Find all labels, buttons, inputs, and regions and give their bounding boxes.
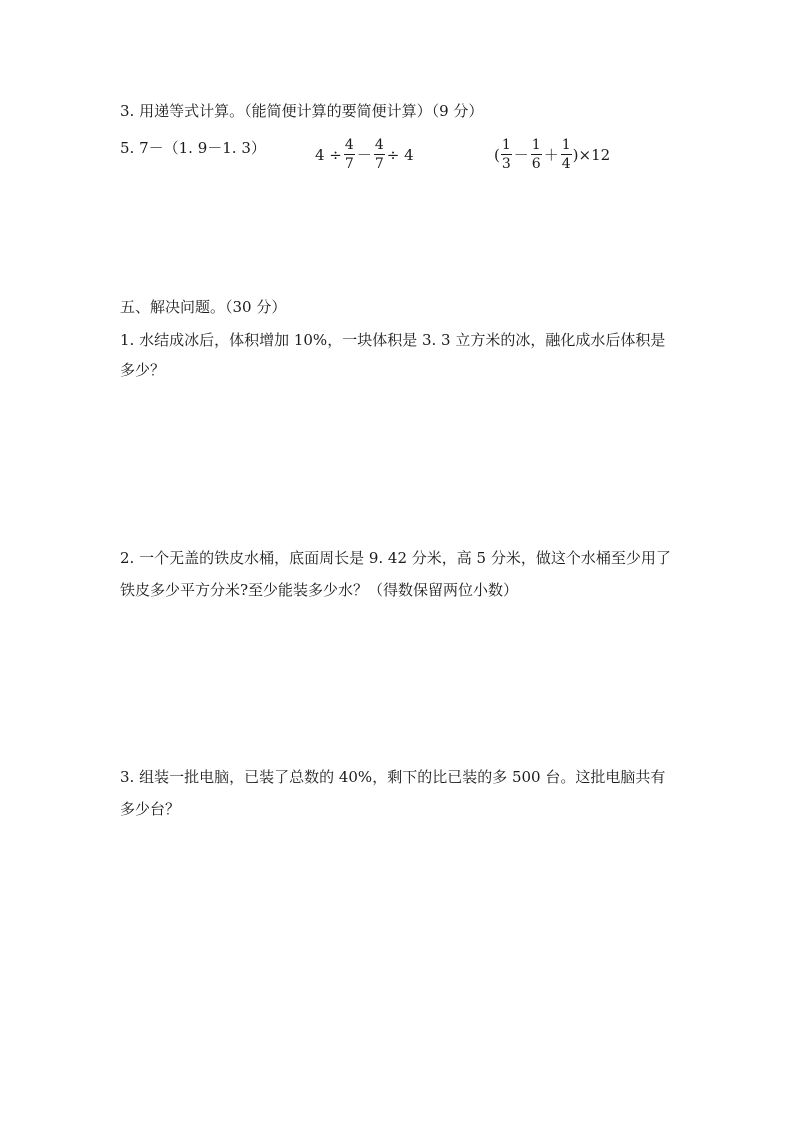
denominator: 4 [561,156,571,172]
section5-heading: 五、解决问题。（30 分） [120,298,287,316]
denominator: 3 [501,156,511,172]
fraction [561,137,572,172]
fraction [344,137,355,172]
expr2-tail: ÷ 4 [386,145,414,164]
fraction [501,137,512,172]
expression-1 [120,138,266,158]
denominator: 7 [374,156,384,172]
numerator: 4 [344,137,354,153]
open-paren: ( [494,145,500,164]
expression-3 [494,137,610,172]
fraction [374,137,385,172]
numerator: 1 [531,137,541,153]
question-3-line-1: 3. 组装一批电脑，已装了总数的 40%，剩下的比已装的多 500 台。这批电脑共有 [120,768,666,786]
section3-heading: 3. 用递等式计算。（能简便计算的要简便计算）（9 分） [120,102,484,120]
question-2-line-2: 铁皮多少平方分米?至少能装多少水？（得数保留两位小数） [120,581,519,599]
question-2-line-1: 2. 一个无盖的铁皮水桶，底面周长是 9. 42 分米，高 5 分米，做这个水桶至少用了 [120,549,671,567]
denominator: 7 [344,156,354,172]
fraction [531,137,542,172]
numerator: 1 [501,137,511,153]
expression-2 [314,137,415,172]
minus-sign: － [356,145,372,164]
denominator: 6 [531,156,541,172]
minus-sign: － [513,145,529,164]
numerator: 4 [374,137,384,153]
question-1-line-2: 多少？ [120,361,166,379]
expr3-tail: )×12 [572,145,611,164]
question-3-line-2: 多少台？ [120,800,181,818]
expression-1-text: 5. 7－（1. 9－1. 3） [120,139,266,157]
question-1-line-1: 1. 水结成冰后，体积增加 10%，一块体积是 3. 3 立方米的冰，融化成水后体积是 [120,331,666,349]
plus-sign: ＋ [543,145,559,164]
numerator: 1 [561,137,571,153]
expr2-lead: 4 ÷ [315,145,342,164]
